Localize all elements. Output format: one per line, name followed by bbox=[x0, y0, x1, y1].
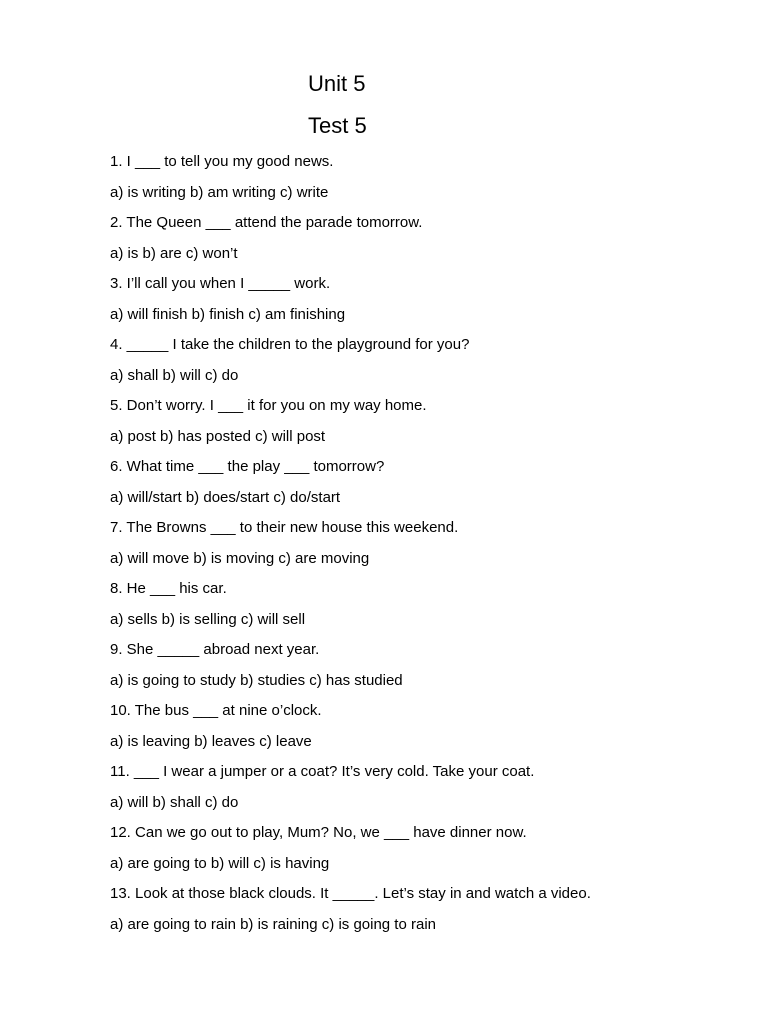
options-12: a) are going to b) will c) is having bbox=[110, 854, 330, 872]
question-list bbox=[110, 152, 730, 945]
options-7: a) will move b) is moving c) are moving bbox=[110, 549, 370, 567]
question-6: 6. What time ___ the play ___ tomorrow? bbox=[110, 458, 385, 475]
options-9: a) is going to study b) studies c) has studied bbox=[110, 671, 403, 689]
question-12: 12. Can we go out to play, Mum? No, we ___ have dinner now. bbox=[110, 824, 527, 841]
question-13: 13. Look at those black clouds. It _____. Let’s stay in and watch a video. bbox=[110, 885, 591, 902]
options-8: a) sells b) is selling c) will sell bbox=[110, 610, 306, 628]
question-11: 11. ___ I wear a jumper or a coat? It’s very cold. Take your coat. bbox=[110, 763, 535, 780]
question-5: 5. Don’t worry. I ___ it for you on my way home. bbox=[110, 397, 427, 414]
test-title: Test 5 bbox=[308, 113, 367, 138]
question-2: 2. The Queen ___ attend the parade tomorrow. bbox=[110, 214, 423, 231]
options-4: a) shall b) will c) do bbox=[110, 366, 239, 384]
question-7: 7. The Browns ___ to their new house this weekend. bbox=[110, 519, 459, 536]
options-11: a) will b) shall c) do bbox=[110, 793, 239, 811]
question-4: 4. _____ I take the children to the playground for you? bbox=[110, 336, 470, 353]
options-2: a) is b) are c) won’t bbox=[110, 244, 238, 262]
options-5: a) post b) has posted c) will post bbox=[110, 427, 326, 445]
options-13: a) are going to rain b) is raining c) is going to rain bbox=[110, 915, 437, 933]
options-1: a) is writing b) am writing c) write bbox=[110, 183, 329, 201]
question-8: 8. He ___ his car. bbox=[110, 580, 227, 597]
options-6: a) will/start b) does/start c) do/start bbox=[110, 488, 341, 506]
question-1: 1. I ___ to tell you my good news. bbox=[110, 153, 334, 170]
question-10: 10. The bus ___ at nine o’clock. bbox=[110, 702, 322, 719]
question-9: 9. She _____ abroad next year. bbox=[110, 641, 320, 658]
options-10: a) is leaving b) leaves c) leave bbox=[110, 732, 312, 750]
question-3: 3. I’ll call you when I _____ work. bbox=[110, 275, 331, 292]
unit-title: Unit 5 bbox=[308, 71, 366, 96]
options-3: a) will finish b) finish c) am finishing bbox=[110, 305, 346, 323]
